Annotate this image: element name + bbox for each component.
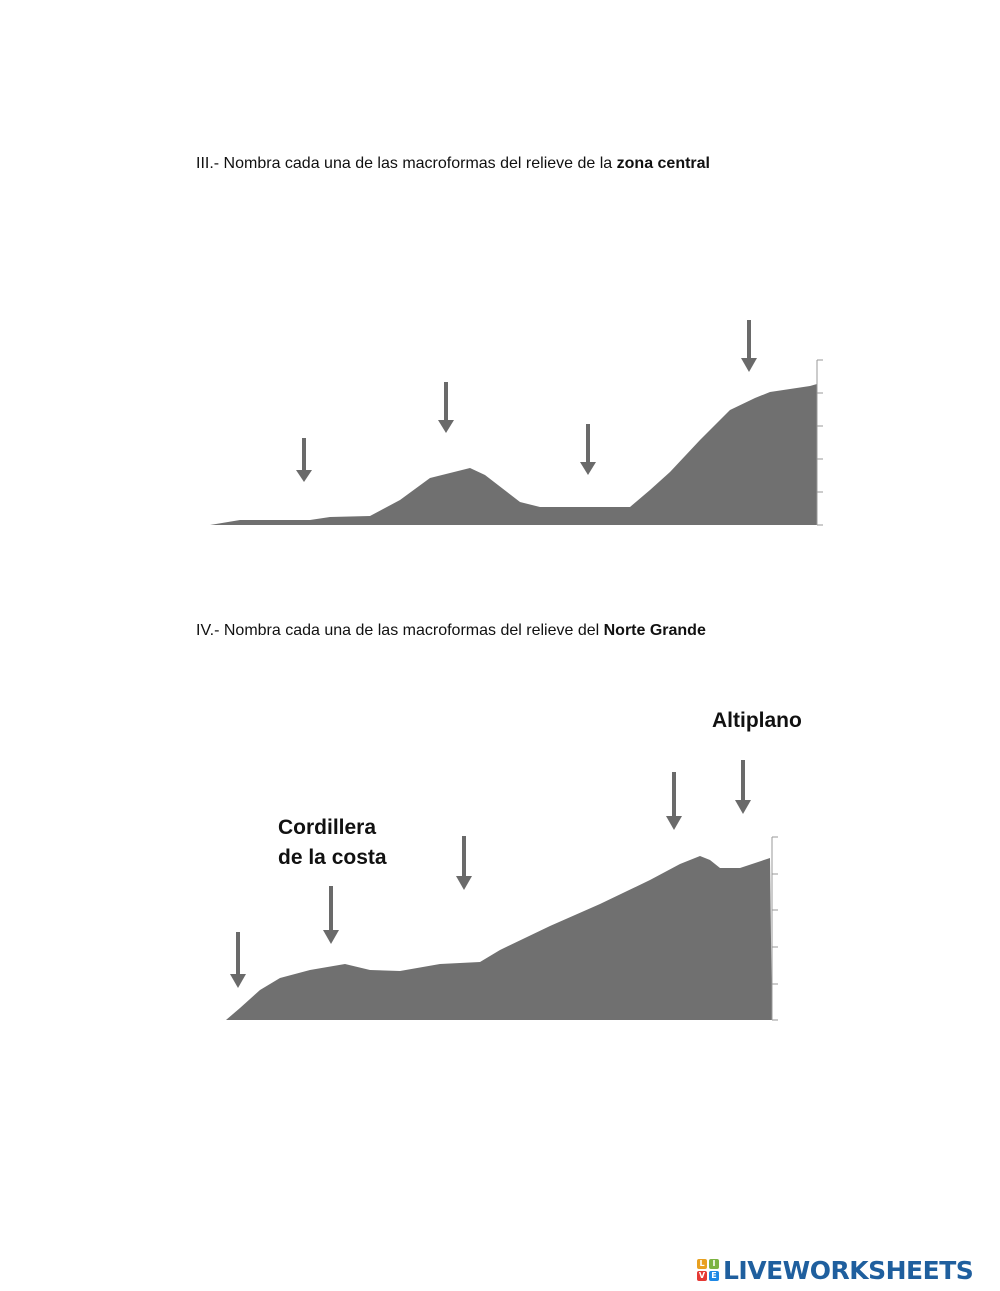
logo-letter-i: I xyxy=(709,1259,719,1269)
arrow-down-icon xyxy=(323,886,339,944)
logo-letter-e: E xyxy=(709,1271,719,1281)
arrow-down-icon xyxy=(456,836,472,890)
arrow-down-icon xyxy=(230,932,246,988)
arrow-down-icon xyxy=(735,760,751,814)
question-3-instruction xyxy=(196,155,710,173)
relief-profile-zona-central xyxy=(200,310,840,540)
label-cordillera-line1: Cordillera xyxy=(278,816,377,839)
profile-axis xyxy=(772,837,778,1020)
arrow-down-icon xyxy=(580,424,596,475)
arrow-down-icon xyxy=(296,438,312,482)
relief-silhouette xyxy=(210,384,817,525)
label-cordillera-line2: de la costa xyxy=(278,846,387,869)
arrow-down-icon xyxy=(741,320,757,372)
question-3-text: III.- Nombra cada una de las macroformas del relieve de la xyxy=(196,155,617,172)
question-4-text: IV.- Nombra cada una de las macroformas del relieve del xyxy=(196,622,604,639)
relief-profile-norte-grande xyxy=(220,700,800,1040)
liveworksheets-logo-icon xyxy=(697,1259,719,1281)
profile-axis xyxy=(817,360,823,525)
arrow-down-icon xyxy=(666,772,682,830)
liveworksheets-brand xyxy=(697,1255,973,1285)
logo-letter-v: V xyxy=(698,1271,706,1280)
logo-letter-l: L xyxy=(697,1259,707,1269)
arrow-down-icon xyxy=(438,382,454,433)
question-4-instruction xyxy=(196,622,706,640)
question-4-bold: Norte Grande xyxy=(603,622,706,639)
question-3-bold: zona central xyxy=(616,155,710,172)
relief-silhouette xyxy=(226,856,772,1020)
label-altiplano: Altiplano xyxy=(712,709,802,732)
brand-name: LIVEWORKSHEETS xyxy=(723,1255,974,1285)
